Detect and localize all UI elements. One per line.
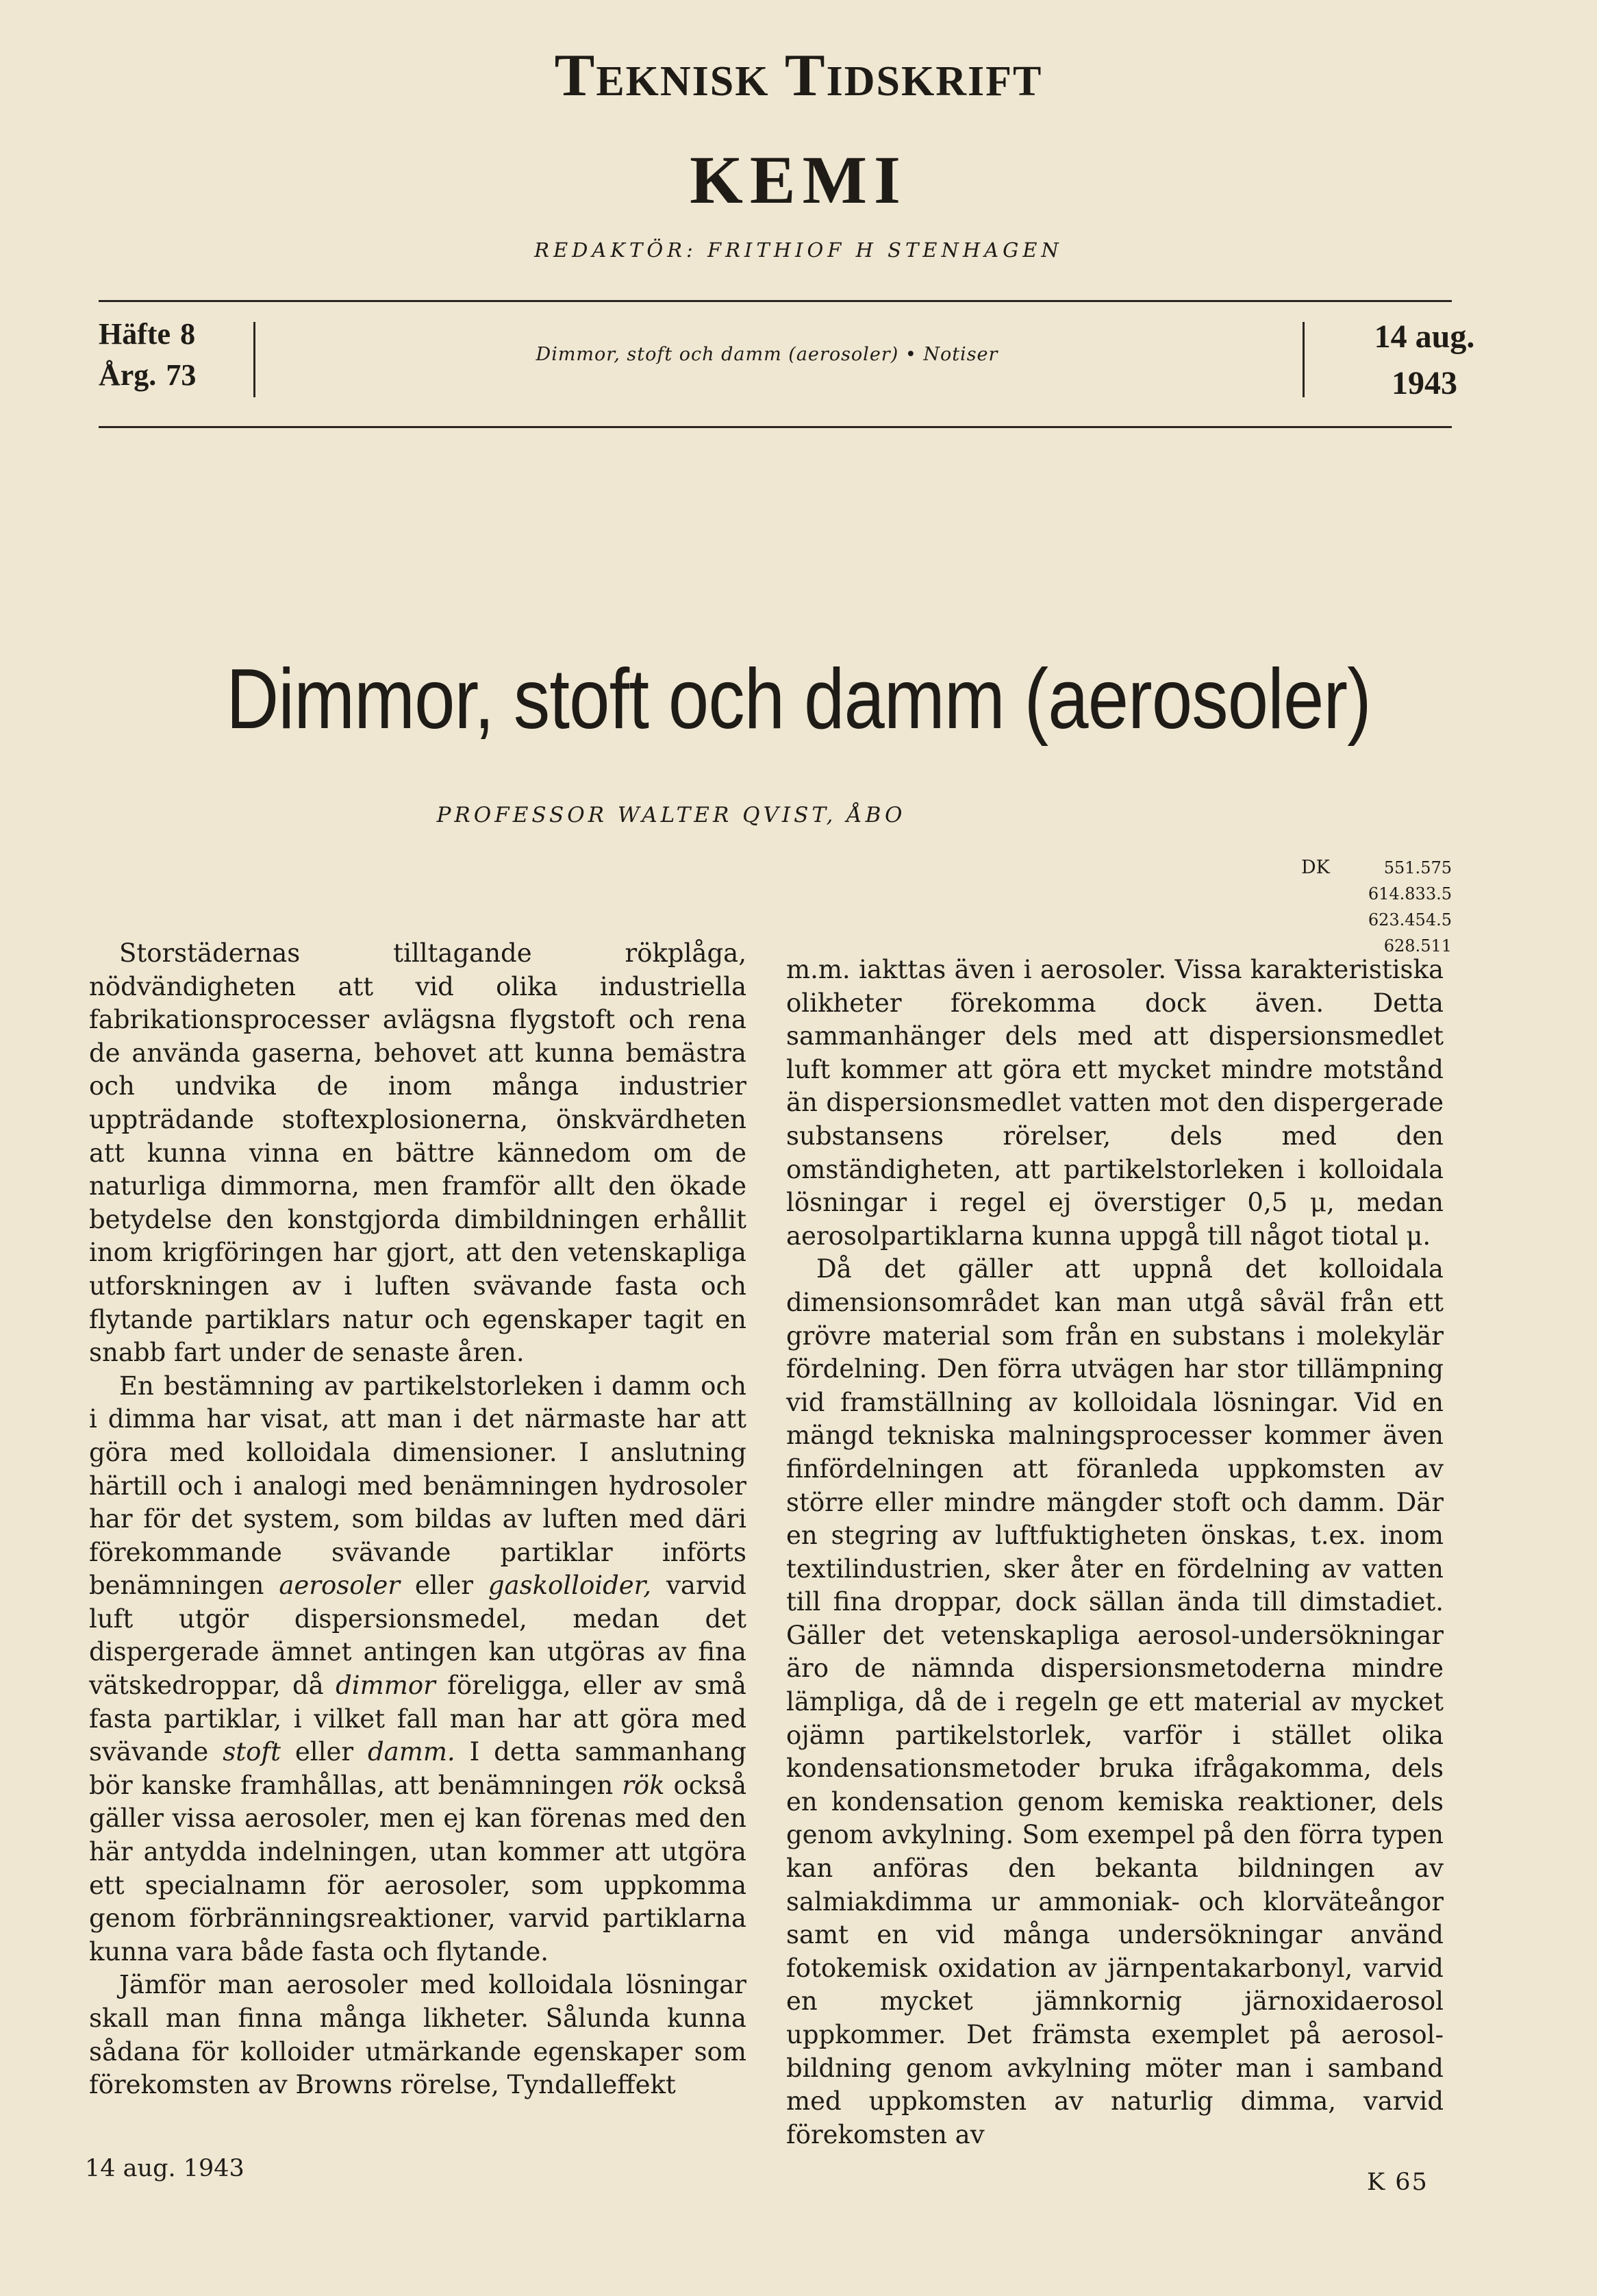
text-run: En bestämning av partikelstorleken i damm och i dimma har visat, att man i det närmaste har att göra med kolloidala dimensioner. I anslutning härtill och i analogi med benämningen hydrosoler har för det system, som bildas av luften med däri förekommande svävande partiklar införts benämningen <box>89 1371 746 1601</box>
paragraph: Då det gäller att uppnå det kolloidala dimensionsområdet kan man utgå såväl från ett grövre material som från en substans i molekylär fördelning. Den förra utvägen har stor tillämpning vid framställning av kolloidala lösningar. Vid en mängd tekniska malningsprocesser kommer även finfördelningen att föranleda uppkomsten av större eller mindre mängder stoft och damm. Där en stegring av luftfuktigheten önskas, t.ex. inom textilindustrien, sker åter en fördelning av vatten till fina droppar, dock sällan ända till dimstadiet. Gäller det vetenskapliga aerosol-undersökningar äro de nämnda dispersionsmetoderna mindre lämpliga, då de i regeln ge ett material av mycket ojämn partikelstorlek, varför i stället olika kondensationsmetoder bruka ifrågakomma, dels en kondensation genom kemiska reaktioner, dels genom avkylning. Som exempel på den förra typen kan anföras den bekanta bildningen av salmiakdimma ur ammoniak- och klorväteångor samt en vid många undersökningar använd fotokemisk oxidation av järnpentakarbonyl, varvid en mycket jämnkornig järnoxidaerosol uppkommer. Det främsta exemplet på aerosol-bildning genom avkylning möter man i samband med uppkomsten av naturlig dimma, varvid förekomsten av <box>786 1254 1444 2149</box>
issue-date-day: 14 aug. <box>1374 319 1475 355</box>
section-title: KEMI <box>690 142 907 218</box>
argang-label: Årg. <box>99 358 157 392</box>
issue-hafte <box>99 314 249 355</box>
page-number: K 65 <box>1367 2169 1429 2196</box>
article-byline: PROFESSOR WALTER QVIST, ÅBO <box>436 803 906 827</box>
dk-code: 614.833.5 <box>1368 884 1452 903</box>
term-gaskolloider: gaskolloider, <box>488 1571 652 1601</box>
issue-argang <box>99 355 249 396</box>
journal-title: Teknisk Tidskrift <box>554 42 1043 109</box>
editor-line: REDAKTÖR: FRITHIOF H STENHAGEN <box>534 238 1063 262</box>
argang-number: 73 <box>166 358 197 392</box>
text-run: föreligga, eller av små fasta partiklar, i vilket fall man har att göra med svävande <box>89 1671 746 1767</box>
term-rok: rök <box>622 1770 665 1800</box>
text-run: också gäller vissa aerosoler, men ej kan förenas med den här antydda indelningen, utan kommer att utgöra ett specialnamn för aerosoler, som uppkomma genom förbränningsreaktioner, varvid partiklarna kunna vara både fasta och flytande. <box>89 1770 746 1967</box>
dk-classification <box>1301 855 1452 959</box>
header-divider-right <box>1303 322 1305 397</box>
dk-code: 551.575 <box>1383 858 1452 877</box>
header-rule-top <box>99 300 1452 302</box>
text-run: eller <box>280 1737 368 1767</box>
dk-code: 623.454.5 <box>1368 910 1452 929</box>
paragraph: m.m. iakttas även i aerosoler. Vissa karakteristiska olikheter förekomma dock även. Detta sammanhänger dels med att dispersionsmedlet luft kommer att göra ett mycket mindre motstånd än dispersionsmedlet vatten mot den dispergerade substansens rörelser, dels med den omständigheten, att partikelstorleken i kolloidala lösningar i regel ej överstiger 0,5 μ, medan aerosolpartiklarna kunna uppgå till något tiotal μ. <box>786 955 1444 1251</box>
term-aerosoler: aerosoler <box>279 1571 400 1601</box>
article-column-left <box>89 937 746 2102</box>
article-column-right <box>786 953 1444 2151</box>
text-run: varvid luft utgör dispersionsmedel, medan det dispergerade ämnet antingen kan utgöras av fina vätskedroppar, då <box>89 1571 746 1701</box>
dk-code: 628.511 <box>1383 936 1452 956</box>
term-stoft: stoft <box>223 1737 281 1767</box>
header-rule-bottom <box>99 426 1452 428</box>
issue-date <box>1342 314 1507 407</box>
issue-info <box>99 314 249 396</box>
paragraph: Storstädernas tilltagande rökplåga, nödvändigheten att vid olika industriella fabrikationsprocesser avlägsna flygstoft och rena de använda gaserna, behovet att kunna bemästra och undvika de inom många industrier uppträdande stoftexplosionerna, önskvärdheten att kunna vinna en bättre kännedom om de naturliga dimmorna, men framför allt den ökade betydelse den konstgjorda dimbildningen erhållit inom krigföringen har gjort, att den vetenskapliga utforskningen av i luften svävande fasta och flytande partiklars natur och egenskaper tagit en snabb fart under de senaste åren. <box>89 938 746 1368</box>
footer-date: 14 aug. 1943 <box>85 2155 244 2182</box>
article-title: Dimmor, stoft och damm (aerosoler) <box>226 652 1371 747</box>
dk-label: DK <box>1301 857 1330 878</box>
text-run: I detta sammanhang bör kanske framhållas, att benämningen <box>89 1737 746 1800</box>
issue-contents: Dimmor, stoft och damm (aerosoler) • Notiser <box>536 344 998 365</box>
hafte-number: 8 <box>180 317 196 351</box>
header-divider-left <box>253 322 255 397</box>
hafte-label: Häfte <box>99 317 171 351</box>
term-dimmor: dimmor <box>336 1671 436 1701</box>
issue-date-year: 1943 <box>1392 365 1457 401</box>
paragraph <box>89 1370 746 1969</box>
paragraph: Jämför man aerosoler med kolloidala lösningar skall man finna många likheter. Sålunda kunna sådana för kolloider utmärkande egenskaper som förekomsten av Browns rörelse, Tyndalleffekt <box>89 1970 746 2100</box>
term-damm: damm. <box>368 1737 455 1767</box>
text-run: eller <box>399 1571 488 1601</box>
